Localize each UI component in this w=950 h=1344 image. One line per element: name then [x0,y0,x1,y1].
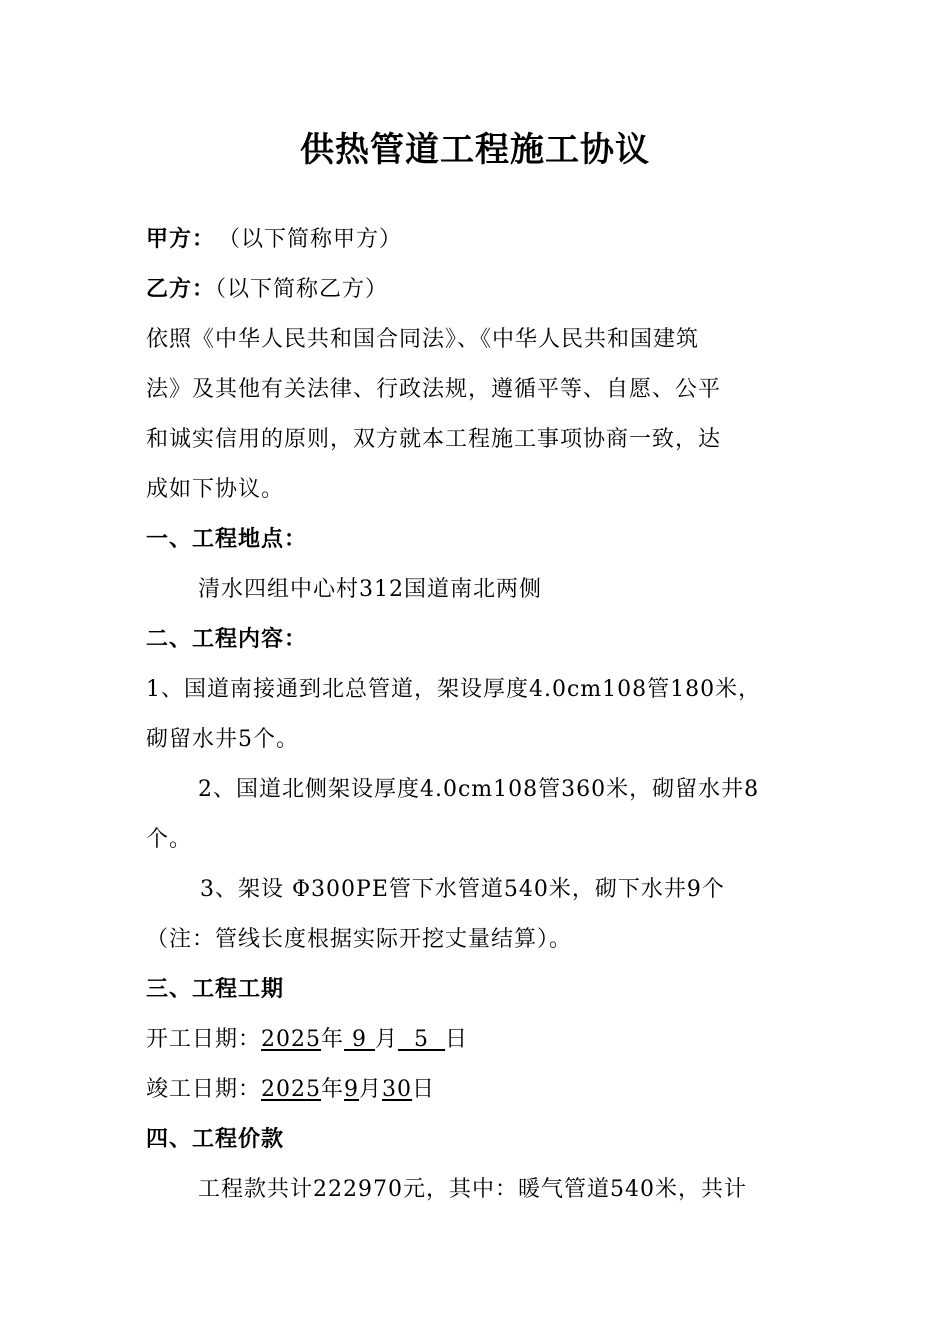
item-3-line-2: （注：管线长度根据实际开挖丈量结算）。 [146,927,573,952]
start-date-label: 开工日期： [146,1027,262,1052]
intro-text-1: 依照《中华人民共和国合同法》、《中华人民共和国建筑 [146,327,700,352]
start-month [344,1027,375,1052]
party-b-line [146,275,810,305]
item-2-line-2: 个。 [146,827,193,852]
price-text: 工程款共计222970元，其中：暖气管道540米，共计 [198,1177,747,1202]
end-day: 30 [382,1077,413,1102]
section-1-heading: 一、工程地点： [146,527,308,552]
page-title: 供热管道工程施工协议 [300,130,650,170]
start-day [398,1027,445,1052]
end-year: 2025 [261,1077,322,1102]
end-day-char: 日 [412,1077,436,1102]
end-date-label: 竣工日期： [146,1077,262,1102]
section-3-heading: 三、工程工期 [146,977,285,1002]
section-1-text: 清水四组中心村312国道南北两侧 [198,577,542,602]
end-month-char: 月 [359,1077,383,1102]
intro-text-2: 法》及其他有关法律、行政法规，遵循平等、自愿、公平 [146,377,722,402]
end-year-char: 年 [321,1077,345,1102]
party-a-label: 甲方： [146,227,216,252]
end-month: 9 [344,1077,360,1102]
item-2-line-1: 2、国道北侧架设厚度4.0cm108管360米，砌留水井8 [198,777,760,802]
party-a-note: （以下简称甲方） [229,227,403,252]
intro-line-2 [146,375,810,405]
item-1-line-1: 1、国道南接通到北总管道，架设厚度4.0cm108管180米， [146,677,762,702]
party-a-line [146,225,810,255]
item-1-line-2: 砌留水井5个。 [146,727,299,752]
intro-line-4 [146,475,810,505]
intro-line-1 [146,325,810,355]
end-date-line [146,1075,810,1105]
party-b-note: （以下简称乙方） [215,277,389,302]
intro-text-3: 和诚实信用的原则，双方就本工程施工事项协商一致，达 [146,427,722,452]
start-month-value: 9 [352,1027,368,1052]
party-b-label: 乙方： [146,277,216,302]
start-date-line [146,1025,810,1055]
start-day-value: 5 [414,1027,430,1052]
intro-line-3 [146,425,810,455]
intro-text-4: 成如下协议。 [146,477,285,502]
start-day-char: 日 [445,1027,469,1052]
item-3-line-1: 3、架设 Φ300PE管下水管道540米，砌下水井9个 [200,877,725,902]
section-4-heading: 四、工程价款 [146,1127,285,1152]
start-year-char: 年 [321,1027,345,1052]
start-year: 2025 [261,1027,322,1052]
start-month-char: 月 [375,1027,399,1052]
section-2-heading: 二、工程内容： [146,627,308,652]
